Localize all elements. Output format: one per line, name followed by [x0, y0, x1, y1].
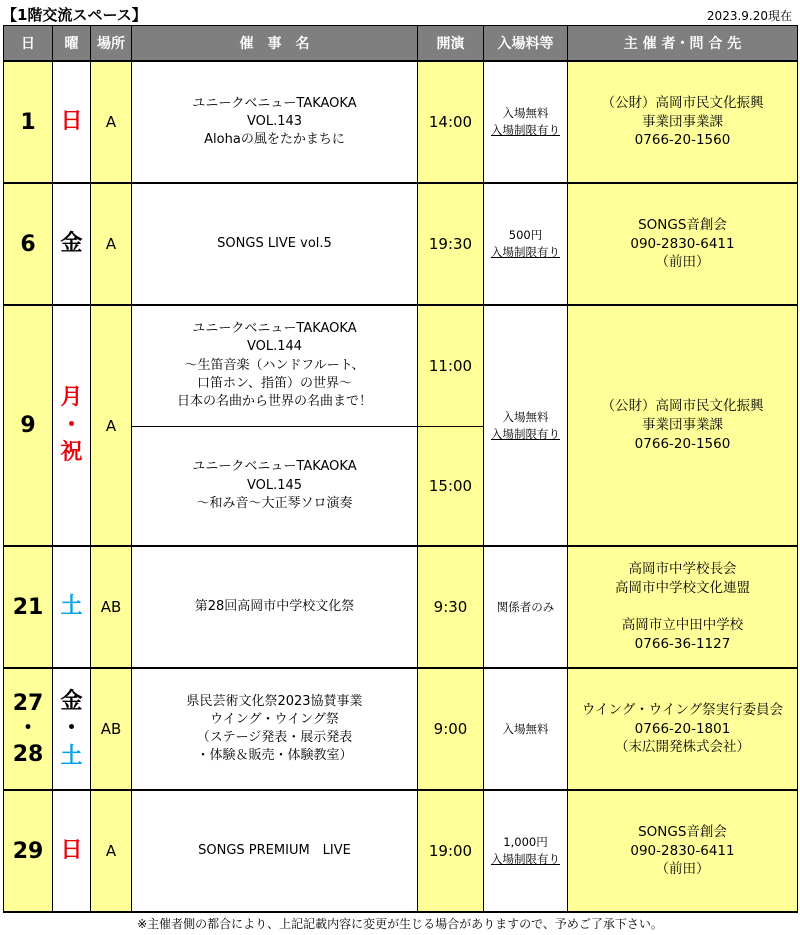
- event-name-cell: 第28回高岡市中学校文化祭: [132, 546, 418, 668]
- organizer-cell: ウイング・ウイング祭実行委員会 0766-20-1801 （末広開発株式会社）: [568, 668, 798, 790]
- footer-note: ※主催者側の都合により、上記記載内容に変更が生じる場合がありますので、予めご了承下さい。: [137, 917, 663, 931]
- dow-cell: 金: [53, 183, 91, 305]
- day-cell: 1: [4, 61, 53, 183]
- fee-cell: [484, 790, 568, 912]
- start-time-cell: 11:00: [418, 305, 484, 426]
- organizer-cell: SONGS音創会 090-2830-6411 （前田）: [568, 183, 798, 305]
- place-cell: A: [91, 61, 132, 183]
- table-row: [4, 546, 798, 668]
- fee-note: 入場制限有り: [491, 123, 560, 137]
- table-row: [4, 61, 798, 183]
- day-cell: 27 ・ 28: [4, 668, 53, 790]
- header-row: [4, 26, 798, 62]
- start-time-cell: 14:00: [418, 61, 484, 183]
- dow-separator: ・: [60, 716, 83, 742]
- col-header-fee: 入場料等: [484, 26, 568, 62]
- col-header-dow: 曜: [53, 26, 91, 62]
- place-cell: AB: [91, 668, 132, 790]
- day-cell: 9: [4, 305, 53, 546]
- day-cell: 6: [4, 183, 53, 305]
- fee-text: 500円: [508, 228, 543, 243]
- place-cell: A: [91, 305, 132, 546]
- col-header-time: 開演: [418, 26, 484, 62]
- fee-text: 入場無料: [502, 721, 549, 736]
- fee-cell: [484, 61, 568, 183]
- dow-cell: 月 ・ 祝: [53, 305, 91, 546]
- table-row: [4, 183, 798, 305]
- event-name-cell: ユニークベニューTAKAOKA VOL.143 Alohaの風をたかまちに: [132, 61, 418, 183]
- col-header-organizer: 主 催 者・問 合 先: [568, 26, 798, 62]
- fee-note: 入場制限有り: [491, 852, 560, 866]
- table-row: [4, 305, 798, 426]
- dow-cell: 日: [53, 61, 91, 183]
- dow-cell: 日: [53, 790, 91, 912]
- start-time-cell: 15:00: [418, 426, 484, 546]
- col-header-day: 日: [4, 26, 53, 62]
- organizer-cell: 高岡市中学校長会 高岡市中学校文化連盟 高岡市立中田中学校 0766-36-1127: [568, 546, 798, 668]
- fee-text: 入場無料: [502, 106, 549, 121]
- dow-cell: [53, 668, 91, 790]
- event-name-cell: SONGS PREMIUM LIVE: [132, 790, 418, 912]
- dow-first: 金: [60, 688, 83, 714]
- fee-note: 入場制限有り: [491, 245, 560, 259]
- dow-second: 土: [60, 743, 83, 769]
- event-name-cell: ユニークベニューTAKAOKA VOL.144 ～生笛音楽（ハンドフルート、 口笛ホン、指笛）の世界～ 日本の名曲から世界の名曲まで！: [132, 305, 418, 426]
- place-cell: A: [91, 183, 132, 305]
- fee-text: 入場無料: [502, 409, 549, 424]
- col-header-event: 催 事 名: [132, 26, 418, 62]
- col-header-place: 場所: [91, 26, 132, 62]
- as-of-date: 2023.9.20現在: [706, 9, 792, 23]
- fee-cell: [484, 183, 568, 305]
- table-row: [4, 790, 798, 912]
- fee-cell: [484, 305, 568, 546]
- fee-note: 入場制限有り: [491, 426, 560, 441]
- fee-cell: [484, 668, 568, 790]
- event-schedule-table: [3, 25, 798, 913]
- organizer-cell: （公財）高岡市民文化振興 事業団事業課 0766-20-1560: [568, 305, 798, 546]
- day-cell: 21: [4, 546, 53, 668]
- dow-cell: 土: [53, 546, 91, 668]
- page-title: 【1階交流スペース】: [2, 6, 147, 24]
- place-cell: A: [91, 790, 132, 912]
- event-name-cell: 県民芸術文化祭2023協賛事業 ウイング・ウイング祭 （ステージ発表・展示発表 ・体験＆販売・体験教室）: [132, 668, 418, 790]
- start-time-cell: 19:30: [418, 183, 484, 305]
- start-time-cell: 9:30: [418, 546, 484, 668]
- organizer-cell: （公財）高岡市民文化振興 事業団事業課 0766-20-1560: [568, 61, 798, 183]
- place-cell: AB: [91, 546, 132, 668]
- fee-cell: [484, 546, 568, 668]
- table-row: [4, 668, 798, 790]
- event-name-cell: ユニークベニューTAKAOKA VOL.145 ～和み音～大正琴ソロ演奏: [132, 426, 418, 546]
- fee-text: 1,000円: [503, 835, 548, 850]
- fee-text: 関係者のみ: [496, 599, 555, 614]
- organizer-cell: SONGS音創会 090-2830-6411 （前田）: [568, 790, 798, 912]
- event-name-cell: SONGS LIVE vol.5: [132, 183, 418, 305]
- start-time-cell: 9:00: [418, 668, 484, 790]
- start-time-cell: 19:00: [418, 790, 484, 912]
- day-cell: 29: [4, 790, 53, 912]
